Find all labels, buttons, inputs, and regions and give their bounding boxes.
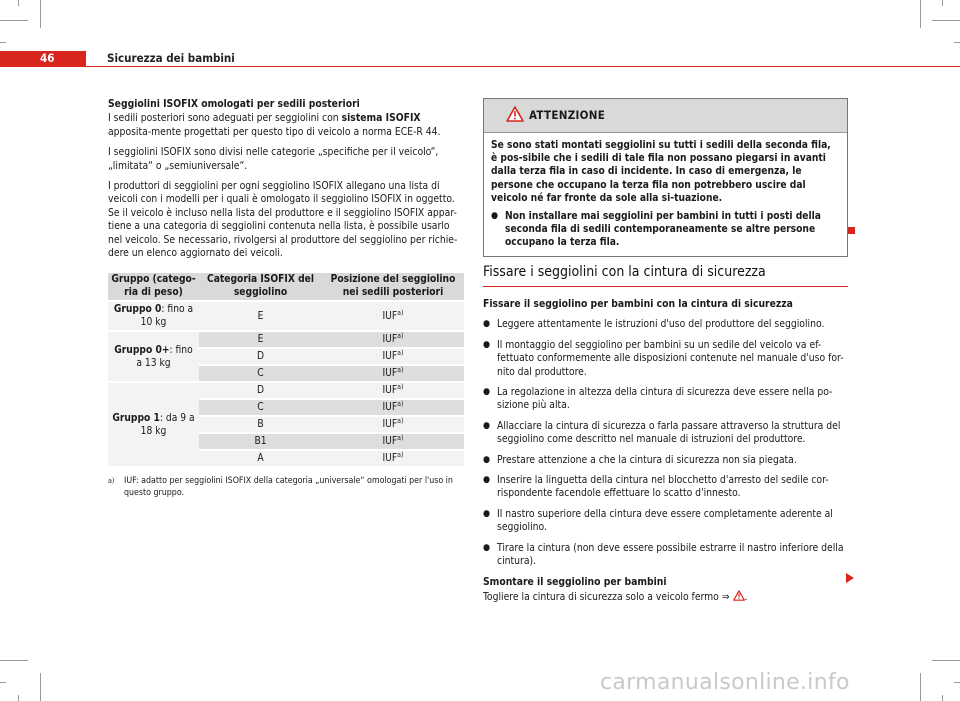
warning-body <box>484 133 847 256</box>
crop-mark <box>0 660 28 661</box>
paragraph-categories: I seggiolini ISOFIX sono divisi nelle categorie „specifiche per il veicolo“, „limitata“ o „semiuniversale“. <box>108 146 439 172</box>
group-cell: Gruppo 0: fino a 10 kg <box>108 302 199 330</box>
header-rule <box>86 66 960 67</box>
table-row <box>108 302 464 330</box>
category-cell: B <box>199 417 322 432</box>
crop-mark <box>932 660 960 661</box>
section-title: Fissare i seggiolini con la cintura di sicurezza <box>483 264 766 280</box>
warning-reference-icon[interactable] <box>733 590 745 601</box>
category-cell: E <box>199 332 322 347</box>
position-cell: IUF$^{a)}$ <box>322 349 464 364</box>
table-header: Categoria ISOFIX del seggiolino <box>199 273 322 300</box>
group-cell: Gruppo 1: da 9 a 18 kg <box>108 383 199 466</box>
warning-text: Se sono stati montati seggiolini su tutti i sedili della seconda fila, è pos-sibile che i sedili di tale fila non possano piegarsi in avanti dalla terza fila in caso di incidente. In caso di emergenza, le persone che occupano la terza fila non potrebbero uscire dal veicolo né far fronte da sole alla si-tuazione. <box>491 140 831 204</box>
crop-mark <box>18 0 19 6</box>
table-row <box>108 383 464 398</box>
position-cell: IUF$^{a)}$ <box>322 332 464 347</box>
paragraph-manufacturers: I produttori di seggiolini per ogni seggiolino ISOFIX allegano una lista di veicoli con i modelli per i quali è omologato il seggiolino ISOFIX in oggetto. Se il veicolo è incluso nella lista del produttore e il seggiolino ISOFIX appar-tiene a una categoria di seggiolini contenuta nella lista, è possibile usarlo nel veicolo. Se necessario, rivolgersi al produttore del seggiolino per richie-dere un elenco aggiornato dei veicoli. <box>108 180 458 260</box>
warning-header <box>484 99 847 133</box>
crop-mark <box>40 0 41 28</box>
warning-triangle-icon <box>506 106 524 122</box>
warning-title: ATTENZIONE <box>529 108 606 122</box>
category-cell: D <box>199 383 322 398</box>
list-item: ● Tirare la cintura (non deve essere possibile estrarre il nastro inferiore della cintura). <box>483 541 844 568</box>
position-cell: IUF$^{a)}$ <box>322 417 464 432</box>
crop-mark <box>942 695 943 701</box>
category-cell: E <box>199 302 322 330</box>
crop-mark <box>954 42 960 43</box>
category-cell: B1 <box>199 434 322 449</box>
left-column <box>108 98 464 499</box>
crop-mark <box>920 673 921 701</box>
list-item: ● Prestare attenzione a che la cintura di sicurezza non sia piegata. <box>483 453 797 466</box>
right-column <box>483 98 848 257</box>
crop-mark <box>942 0 943 6</box>
category-cell: D <box>199 349 322 364</box>
isofix-table <box>108 271 464 468</box>
crop-mark <box>0 20 28 21</box>
list-item: ● Inserire la linguetta della cintura nel blocchetto d'arresto del sedile cor-rispondente facendole effettuare lo scatto d'innesto. <box>483 474 829 500</box>
crop-mark <box>0 682 6 683</box>
page-number: 46 <box>40 51 55 65</box>
crop-mark <box>18 695 19 701</box>
removal-heading: Smontare il seggiolino per bambini <box>483 575 667 588</box>
crop-mark <box>954 682 960 683</box>
list-item: ● La regolazione in altezza della cintura di sicurezza deve essere nella po-sizione più alta. <box>483 386 833 412</box>
position-cell: IUF$^{a)}$ <box>322 302 464 330</box>
list-item: ● Il nastro superiore della cintura deve essere completamente aderente al seggiolino. <box>483 507 833 534</box>
warning-bullet: ● Non installare mai seggiolini per bambini in tutti i posti della seconda fila di sedili contemporaneamente se altre persone occupano la terza fila. <box>491 211 821 249</box>
chapter-title: Sicurezza dei bambini <box>107 51 235 65</box>
paragraph-isofix-intro: I sedili posteriori sono adeguati per seggiolini con sistema ISOFIX apposita-mente progettati per questo tipo di veicolo a norma ECE-R 44. <box>108 112 441 138</box>
isofix-heading: Seggiolini ISOFIX omologati per sedili posteriori <box>108 98 360 110</box>
section-rule <box>483 286 848 287</box>
position-cell: IUF$^{a)}$ <box>322 366 464 381</box>
footnote-text: IUF: adatto per seggiolini ISOFIX della categoria „universale“ omologati per l'uso in questo gruppo. <box>124 476 453 498</box>
position-cell: IUF$^{a)}$ <box>322 383 464 398</box>
section-end-mark <box>848 227 855 234</box>
footnote-mark: a) <box>108 477 115 486</box>
removal-text: Togliere la cintura di sicurezza solo a veicolo fermo ⇒ . <box>483 590 748 603</box>
list-item: ● Leggere attentamente le istruzioni d'uso del produttore del seggiolino. <box>483 318 825 331</box>
category-cell: C <box>199 366 322 381</box>
crop-mark <box>932 20 960 21</box>
position-cell: IUF$^{a)}$ <box>322 451 464 466</box>
table-row <box>108 332 464 347</box>
group-cell: Gruppo 0+: fino a 13 kg <box>108 332 199 381</box>
procedure-heading: Fissare il seggiolino per bambini con la cintura di sicurezza <box>483 298 793 310</box>
list-item: ● Il montaggio del seggiolino per bambini su un sedile del veicolo va ef-fettuato conformemente alle disposizioni contenute nel manuale d'uso for-nito dal produttore. <box>483 338 844 378</box>
watermark: carmanualsonline.info <box>600 670 850 695</box>
category-cell: A <box>199 451 322 466</box>
position-cell: IUF$^{a)}$ <box>322 400 464 415</box>
continue-arrow-icon <box>846 573 854 583</box>
table-header: Posizione del seggiolino nei sedili posteriori <box>322 273 464 300</box>
crop-mark <box>920 0 921 28</box>
bullet-dot: ● <box>491 211 499 222</box>
crop-mark <box>0 42 6 43</box>
position-cell: IUF$^{a)}$ <box>322 434 464 449</box>
table-footnote <box>108 476 464 499</box>
procedure <box>483 298 848 611</box>
warning-box <box>483 98 848 257</box>
crop-mark <box>40 673 41 701</box>
table-header: Gruppo (catego-ria di peso) <box>108 273 199 300</box>
category-cell: C <box>199 400 322 415</box>
list-item: ● Allacciare la cintura di sicurezza o farla passare attraverso la struttura del seggiolino come descritto nel manuale di istruzioni del produttore. <box>483 419 841 446</box>
